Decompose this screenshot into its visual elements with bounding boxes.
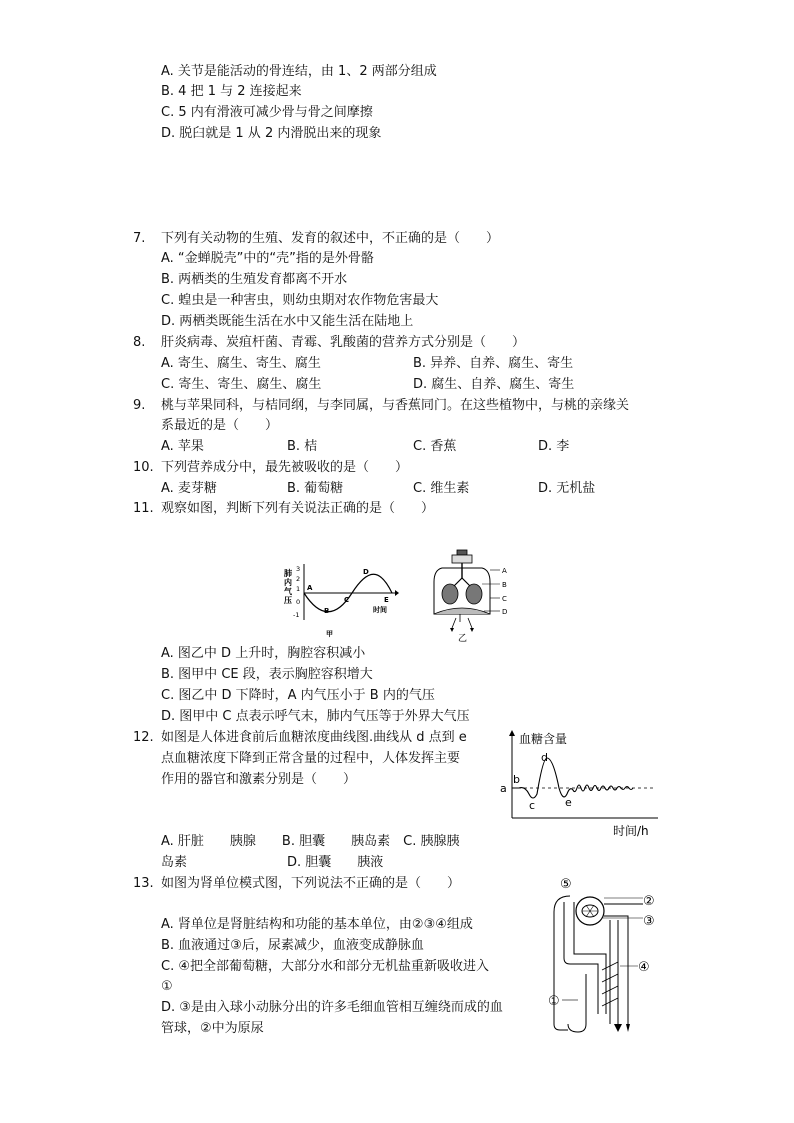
q13-option-b: B. 血液通过③后，尿素减少，血液变成静脉血 [161, 938, 424, 953]
q8-option-a: A. 寄生、腐生、寄生、腐生 [161, 356, 321, 371]
yi-label-c: C [502, 595, 507, 603]
q12-blood-sugar-chart [495, 728, 665, 838]
q12-chart-curve [512, 758, 633, 798]
q12-options-line1: A. 肝脏 胰腺 B. 胆囊 胰岛素 C. 胰腺胰 [161, 834, 460, 849]
yi-label-d: D [502, 608, 508, 616]
yi-right-lung [466, 584, 482, 604]
q9-option-d: D. 李 [538, 439, 570, 454]
jia-point-e: E [384, 596, 389, 604]
nephron-label-3: ③ [643, 914, 655, 929]
q10-option-b: B. 葡萄糖 [287, 481, 344, 496]
q10-stem: 下列营养成分中，最先被吸收的是（ ） [161, 460, 409, 475]
q12-stem-line1: 如图是人体进食前后血糖浓度曲线图.曲线从 d 点到 e [161, 730, 467, 745]
svg-text:-1: -1 [293, 611, 300, 619]
q6-option-c: C. 5 内有滑液可减少骨与骨之间摩擦 [161, 105, 373, 120]
q10-number: 10. [133, 460, 154, 475]
q12-option-d: D. 胆囊 胰液 [287, 855, 384, 870]
q13-option-c-cont: ① [161, 979, 173, 994]
q9-stem-line1: 桃与苹果同科，与桔同纲，与李同属，与香蕉同门。在这些植物中，与桃的亲缘关 [161, 398, 630, 413]
yi-diaphragm [434, 608, 490, 614]
q10-option-d: D. 无机盐 [538, 481, 596, 496]
q11-number: 11. [133, 501, 154, 516]
q9-option-b: B. 桔 [287, 439, 318, 454]
jia-point-d: D [363, 568, 369, 576]
yi-label-a: A [502, 567, 507, 575]
q9-stem-line2: 系最近的是（ ） [161, 418, 279, 433]
q12-chart-point-b: b [513, 773, 520, 786]
q6-option-b: B. 4 把 1 与 2 连接起来 [161, 84, 302, 99]
q13-number: 13. [133, 876, 154, 891]
q13-nephron-diagram [548, 874, 660, 1034]
q13-option-d-cont: 管球，②中为原尿 [161, 1021, 264, 1036]
jia-point-a: A [307, 584, 313, 592]
svg-text:压: 压 [284, 596, 292, 605]
q13-option-a: A. 肾单位是肾脏结构和功能的基本单位，由②③④组成 [161, 917, 473, 932]
q9-number: 9. [133, 398, 146, 413]
q11-option-d: D. 图甲中 C 点表示呼气末，肺内气压等于外界大气压 [161, 709, 470, 724]
nephron-label-4: ④ [638, 960, 650, 975]
q10-option-a: A. 麦芽糖 [161, 481, 217, 496]
svg-text:气: 气 [284, 587, 292, 596]
jia-yticks [293, 565, 300, 619]
q13-option-c: C. ④把全部葡萄糖，大部分水和部分无机盐重新吸收进入 [161, 959, 489, 974]
q7-stem: 下列有关动物的生殖、发育的叙述中，不正确的是（ ） [161, 231, 500, 246]
svg-text:3: 3 [296, 565, 301, 573]
jia-point-c: C [344, 596, 350, 604]
q12-chart-point-e: e [565, 796, 572, 809]
jia-point-b: B [324, 607, 330, 615]
q12-number: 12. [133, 730, 154, 745]
q11-option-a: A. 图乙中 D 上升时，胸腔容积减小 [161, 646, 366, 661]
q12-chart-ylabel: 血糖含量 [519, 732, 568, 746]
q8-option-b: B. 异养、自养、腐生、寄生 [413, 356, 574, 371]
q12-options-line2-a: 岛素 [161, 855, 188, 870]
nephron-outer-tube [554, 896, 570, 1030]
svg-text:2: 2 [296, 575, 301, 583]
q12-chart-point-d: d [541, 751, 548, 764]
q11-option-c: C. 图乙中 D 下降时，A 内气压小于 B 内的气压 [161, 688, 435, 703]
q12-stem-line2: 点血糖浓度下降到正常含量的过程中，人体发挥主要 [161, 751, 461, 766]
q9-option-a: A. 苹果 [161, 439, 204, 454]
jia-xlabel: 时间 [373, 606, 387, 614]
yi-label-b: B [502, 581, 507, 589]
jia-ylabel [284, 568, 293, 605]
yi-caption: 乙 [458, 634, 468, 644]
q8-option-c: C. 寄生、寄生、腐生、腐生 [161, 377, 322, 392]
svg-text:0: 0 [296, 598, 301, 606]
q12-chart-point-a: a [500, 782, 507, 795]
nephron-label-2: ② [643, 894, 655, 909]
q12-chart-xlabel: 时间/h [613, 824, 649, 838]
q10-option-c: C. 维生素 [413, 481, 470, 496]
q7-option-c: C. 蝗虫是一种害虫，则幼虫期对农作物危害最大 [161, 293, 439, 308]
q6-option-d: D. 脱臼就是 1 从 2 内滑脱出来的现象 [161, 126, 382, 141]
q7-option-d: D. 两栖类既能生活在水中又能生活在陆地上 [161, 314, 414, 329]
q9-option-c: C. 香蕉 [413, 439, 457, 454]
q8-stem: 肝炎病毒、炭疽杆菌、青霉、乳酸菌的营养方式分别是（ ） [161, 335, 526, 350]
nephron-label-1: ① [548, 994, 560, 1009]
svg-text:肺: 肺 [284, 569, 292, 578]
svg-text:内: 内 [284, 578, 292, 587]
jia-caption: 甲 [326, 630, 333, 638]
q11-stem: 观察如图，判断下列有关说法正确的是（ ） [161, 501, 435, 516]
q8-option-d: D. 腐生、自养、腐生、寄生 [413, 377, 575, 392]
q12-stem-line3: 作用的器官和激素分别是（ ） [161, 772, 357, 787]
nephron-label-5: ⑤ [560, 877, 572, 892]
q7-option-b: B. 两栖类的生殖发育都离不开水 [161, 272, 348, 287]
q11-figure-yi [428, 548, 518, 644]
q11-option-b: B. 图甲中 CE 段，表示胸腔容积增大 [161, 667, 373, 682]
q13-stem: 如图为肾单位模式图，下列说法不正确的是（ ） [161, 876, 461, 891]
q11-figure-jia [280, 560, 400, 642]
q7-number: 7. [133, 231, 146, 246]
q8-number: 8. [133, 335, 146, 350]
svg-text:1: 1 [296, 585, 301, 593]
q12-chart-point-c: c [529, 799, 536, 812]
q13-option-d: D. ③是由入球小动脉分出的许多毛细血管相互缠绕而成的血 [161, 1000, 503, 1015]
jia-arrow [395, 590, 399, 596]
yi-left-lung [442, 584, 458, 604]
q7-option-a: A. “金蝉脱壳”中的“壳”指的是外骨骼 [161, 251, 374, 266]
q6-option-a: A. 关节是能活动的骨连结，由 1、2 两部分组成 [161, 64, 437, 79]
